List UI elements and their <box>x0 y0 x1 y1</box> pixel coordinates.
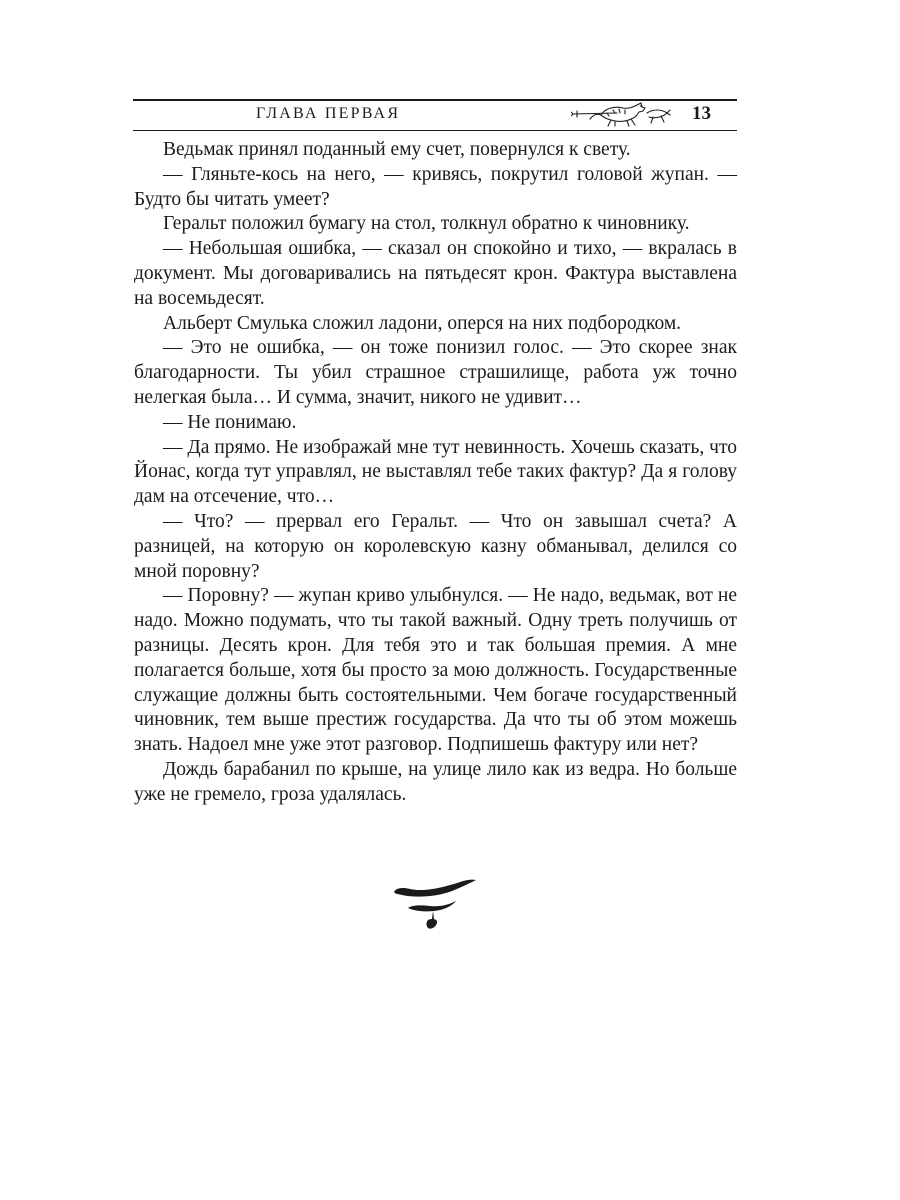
paragraph: — Небольшая ошибка, — сказал он спокойно и тихо, — вкралась в документ. Мы договаривались на пятьдесят крон. Фактура выставлена на восемьдесят. <box>134 238 737 309</box>
paragraph: — Да прямо. Не изображай мне тут невинность. Хочешь сказать, что Йонас, когда тут управлял, не выставлял тебе таких фактур? Да я голову дам на отсечение, что… <box>134 436 737 508</box>
page-number: 13 <box>692 103 711 124</box>
header-bottom-rule <box>133 130 737 131</box>
paragraph: Альберт Смулька сложил ладони, оперся на них подбородком. <box>163 312 682 334</box>
paragraph: Дождь барабанил по крыше, на улице лило как из ведра. Но больше уже не гремело, гроза удалялась. <box>134 758 737 805</box>
witcher-wolf-vignette-icon <box>571 101 671 128</box>
paragraph: Геральт положил бумагу на стол, толкнул обратно к чиновнику. <box>163 213 690 235</box>
body-text <box>134 138 737 808</box>
paragraph: Ведьмак принял поданный ему счет, повернулся к свету. <box>163 139 631 160</box>
paragraph: — Гляньте-кось на него, — кривясь, покрутил головой жупан. — Будто бы читать умеет? <box>134 163 737 210</box>
page-header <box>133 99 737 131</box>
calligraphic-flourish-icon <box>390 878 482 938</box>
paragraph: — Это не ошибка, — он тоже понизил голос. — Это скорее знак благодарности. Ты убил страшное страшилище, работа уж точно нелегкая была… И сумма, значит, никого не удивит… <box>134 337 737 408</box>
paragraph: — Поровну? — жупан криво улыбнулся. — Не надо, ведьмак, вот не надо. Можно подумать, что ты такой важный. Одну треть получишь от разницы. Десять крон. Для тебя это и так большая премия. А мне полагается больше, хотя бы просто за мою должность. Государственные служащие должны быть состоятельными. Чем богаче государственный чиновник, тем выше престиж государства. Да что ты об этом можешь знать. Надоел мне уже этот разговор. Подпишешь фактуру или нет? <box>134 585 737 756</box>
paragraph: — Что? — прервал его Геральт. — Что он завышал счета? А разницей, на которую он королевскую казну обманывал, делился со мной поровну? <box>134 510 737 582</box>
paragraph: — Не понимаю. <box>163 411 297 433</box>
running-title: ГЛАВА ПЕРВАЯ <box>256 105 401 122</box>
